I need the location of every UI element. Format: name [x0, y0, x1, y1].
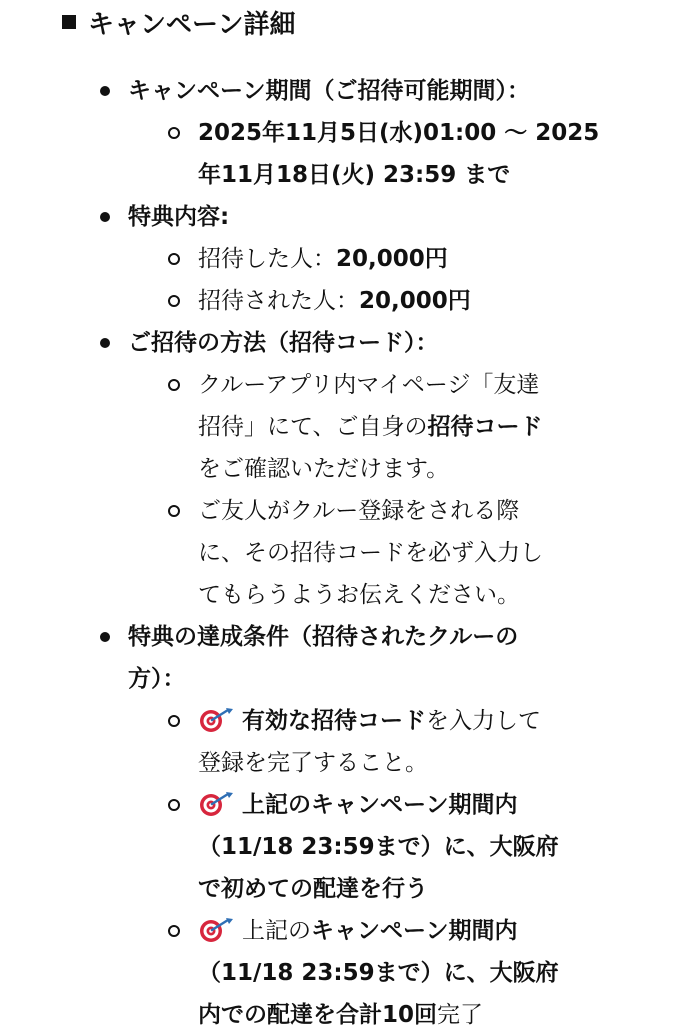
list-item-period	[128, 70, 628, 112]
method-step1-invite-code: 招待コード	[427, 414, 543, 440]
benefit-label: 特典内容:	[128, 204, 230, 230]
period-value-line2: 年11月18日(火) 23:59 まで	[198, 162, 511, 188]
condition3-campaign-period: キャンペーン期間内	[311, 918, 518, 944]
method-step2-line1: ご友人がクルー登録をされる際	[198, 498, 520, 524]
condition3-line3	[198, 994, 628, 1036]
condition3-line1-pre: 上記の	[242, 918, 311, 944]
direct-hit-dart-icon	[198, 791, 236, 817]
condition1-invite-code: 有効な招待コード	[242, 708, 426, 734]
condition2-line1	[198, 784, 628, 826]
condition3-line3-rest: 完了	[437, 1002, 484, 1028]
method-step2-line2: に、その招待コードを必ず入力し	[198, 540, 543, 566]
period-value-line1: 2025年11月5日(水)01:00 〜 2025	[198, 120, 600, 146]
inviter-label: 招待した人：	[198, 246, 336, 272]
invitee-label: 招待された人：	[198, 288, 359, 314]
conditions-label-line1: 特典の達成条件（招待されたクルーの	[128, 624, 519, 650]
section-title: キャンペーン詳細	[88, 9, 296, 40]
method-step1-line2	[198, 406, 628, 448]
list-item-method	[128, 322, 628, 364]
method-step2-line3: てもらうようお伝えください。	[198, 582, 520, 608]
square-icon	[62, 15, 76, 29]
method-step1-line2-text: 招待」にて、ご自身の	[198, 414, 428, 440]
direct-hit-dart-icon	[198, 707, 236, 733]
conditions-label-line2: 方）：	[128, 666, 186, 692]
condition2-line2: （11/18 23:59まで）に、大阪府	[198, 834, 559, 860]
sub-item-invitee-reward	[198, 280, 628, 322]
sub-item-condition3	[198, 910, 628, 1036]
condition1-line1	[198, 700, 628, 742]
sub-item-condition1	[198, 700, 628, 784]
section-heading	[62, 2, 295, 42]
sub-item-period-value	[198, 112, 628, 196]
invitee-amount: 20,000円	[359, 288, 471, 314]
method-step1-line1: クルーアプリ内マイページ「友達	[198, 372, 540, 398]
condition3-line1	[198, 910, 628, 952]
direct-hit-dart-icon	[198, 917, 236, 943]
condition2-line1-text: 上記のキャンペーン期間内	[242, 792, 518, 818]
condition3-line2: （11/18 23:59まで）に、大阪府	[198, 960, 559, 986]
sub-item-method-step2	[198, 490, 628, 616]
sub-item-condition2	[198, 784, 628, 910]
condition2-line3: で初めての配達を行う	[198, 876, 428, 902]
inviter-amount: 20,000円	[336, 246, 448, 272]
method-label: ご招待の方法（招待コード）：	[128, 330, 439, 356]
method-step1-line3: をご確認いただけます。	[198, 456, 450, 482]
sub-item-method-step1	[198, 364, 628, 490]
sub-item-inviter-reward	[198, 238, 628, 280]
condition3-delivery-count: 内での配達を合計10回	[198, 1002, 438, 1028]
list-item-benefit	[128, 196, 628, 238]
condition1-text: を入力して	[426, 708, 541, 734]
list-item-conditions	[128, 616, 628, 700]
period-label: キャンペーン期間（ご招待可能期間）：	[128, 78, 531, 104]
condition1-line2: 登録を完了すること。	[198, 750, 428, 776]
